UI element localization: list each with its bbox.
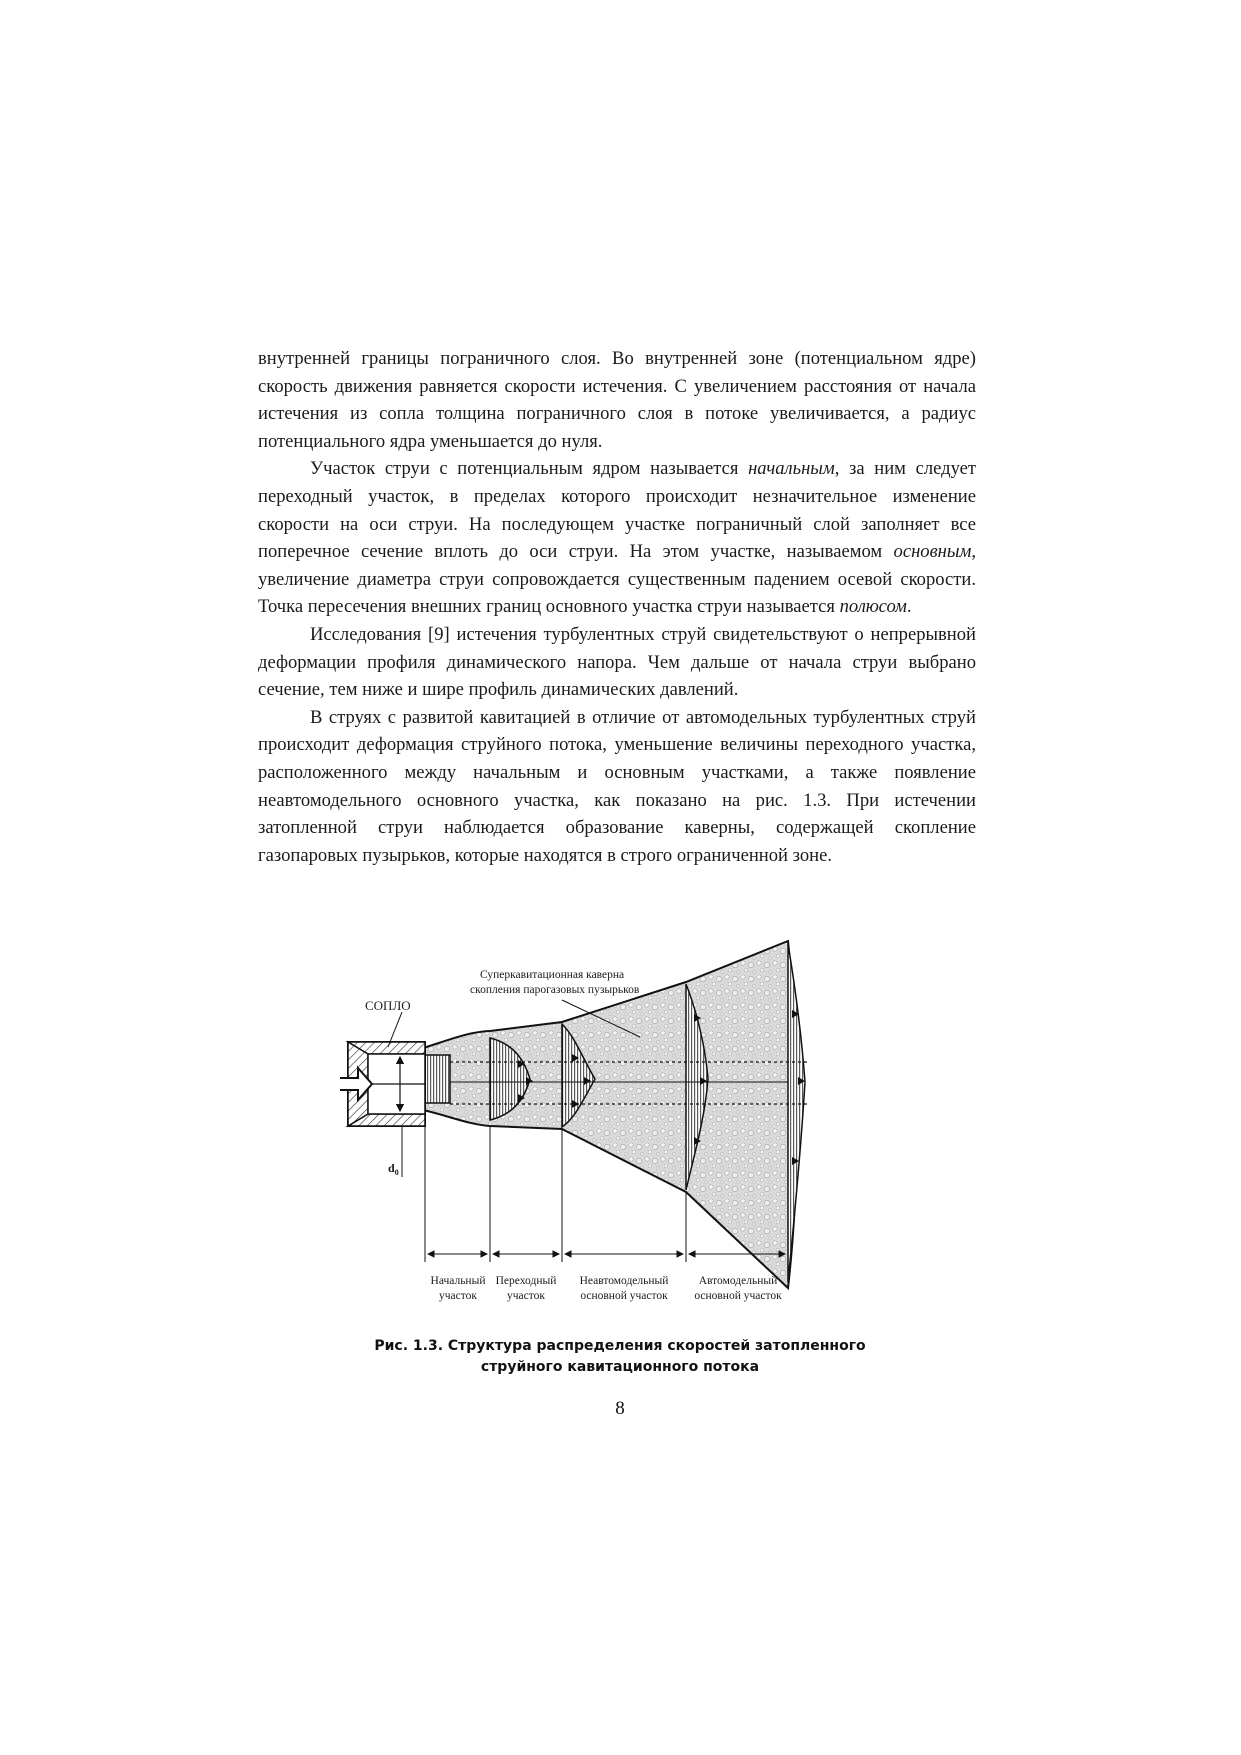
section-2-line-1: Переходный <box>495 1275 557 1287</box>
term-main: основным <box>893 541 972 563</box>
paragraph-1: внутренней границы пограничного слоя. Во внутренней зоне (потенциальном ядре) скорость движения равняется скорости истечения. С увеличением расстояния от начала истечения из сопла толщина пограничного слоя в потоке увеличивается, а радиус потенциального ядра уменьшается до нуля. <box>258 348 976 452</box>
section-3-line-1: Неавтомодельный <box>579 1275 669 1287</box>
caption-line-2: струйного кавитационного потока <box>480 1359 760 1375</box>
term-initial: начальным <box>748 458 835 480</box>
profile-automodel-2 <box>788 944 805 1282</box>
caption-line-1: Рис. 1.3. Структура распределения скоростей затопленного <box>374 1338 866 1354</box>
cavern-label-line-1: Суперкавитационная каверна <box>480 969 625 981</box>
figure-caption <box>300 1336 940 1378</box>
diameter-label-d: d <box>388 1161 395 1175</box>
page-number: 8 <box>615 1398 625 1419</box>
profile-initial <box>425 1055 450 1103</box>
section-2-line-2: участок <box>507 1290 545 1302</box>
term-pole: полюсом <box>839 596 907 618</box>
section-1-line-2: участок <box>439 1290 477 1302</box>
paragraph-2-part-b: , за ним следует переходный участок, в пределах которого происходит незначительное изменение скорости на оси струи. На последующем участке пограничный слой заполняет все поперечное сечение вплоть до оси струи. На этом участке, называемом <box>258 458 977 563</box>
paragraph-2 <box>258 455 976 621</box>
paragraph-2-part-a: Участок струи с потенциальным ядром называется <box>310 458 749 480</box>
jet-diagram <box>340 932 910 1327</box>
section-3-line-2: основной участок <box>580 1290 668 1302</box>
cavern-label-line-2: скопления парогазовых пузырьков <box>470 984 640 996</box>
section-labels <box>431 1275 783 1302</box>
figure-jet-structure <box>340 932 910 1327</box>
paragraph-2-part-c: , увеличение диаметра струи сопровождается существенным падением осевой скорости. Точка пересечения внешних границ основного участка струи называется <box>258 541 976 618</box>
diameter-label <box>388 1161 399 1177</box>
paragraph-3: Исследования [9] истечения турбулентных струй свидетельствуют о непрерывной деформации профиля динамического напора. Чем дальше от начала струи выбрано сечение, тем ниже и шире профиль динамических давлений. <box>258 623 976 701</box>
section-4-line-1: Автомодельный <box>698 1275 778 1287</box>
diameter-label-sub: 0 <box>394 1168 399 1177</box>
paragraph-4: В струях с развитой кавитацией в отличие от автомодельных турбулентных струй происходит деформация струйного потока, уменьшение величины переходного участка, расположенного между начальным и основным участками, а также появление неавтомодельного основного участка, как показано на рис. 1.3. При истечении затопленной струи наблюдается образование каверны, содержащей скопление газопаровых пузырьков, которые находятся в строго ограниченной зоне. <box>258 706 976 866</box>
nozzle-label: СОПЛО <box>365 998 411 1013</box>
section-1-line-1: Начальный <box>430 1275 486 1287</box>
paragraph-2-part-d: . <box>906 596 912 618</box>
section-4-line-2: основной участок <box>694 1290 782 1302</box>
body-text <box>258 345 976 869</box>
